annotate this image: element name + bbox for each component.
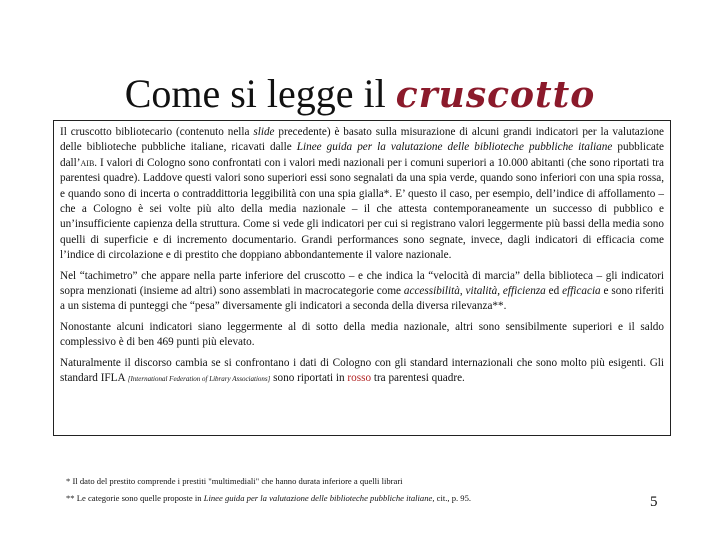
- text: Nonostante alcuni indicatori siano leggermente al di sotto della media nazionale, altri sono sensibilmente superiori e il saldo complessivo è di ben 469 punti più elevato.: [60, 320, 664, 349]
- paragraph-1: [60, 125, 664, 264]
- text: sono riportati in: [270, 372, 348, 385]
- text-italic: efficienza: [502, 285, 546, 298]
- text-italic: Linee guida per la valutazione delle biblioteche pubbliche italiane: [296, 141, 613, 154]
- text: pubblicate dall’: [60, 141, 664, 169]
- text-italic: Linee guida per la valutazione delle biblioteche pubbliche italiane: [203, 493, 433, 503]
- title-text: Come si legge il: [124, 71, 396, 116]
- text-italic: efficacia: [562, 285, 601, 298]
- paragraph-2: [60, 269, 664, 315]
- slide-title: [0, 70, 720, 119]
- text: . I valori di Cologno sono confrontati con i valori medi nazionali per i comuni superiori a 10.000 abitanti (che sono riportati tra parentesi quadre). Laddove questi valori sono superiori essi sono segnalati da una spia verde, quando sono inferiori con una spia rossa, e quando sono di incerta o contraddittoria leggibilità con una spia gialla*. E’ questo il caso, per esempio, dell’indice di affollamento – che a Cologno è sei volte più alto della media nazionale – il che attesta contemporaneamente un successo di pubblico e un’insufficiente capienza della struttura. Come si vede gli indicatori per cui si registrano valori leggermente più bassi della media sono quelli di superficie e di incremento documentario. Grandi performances sono segnate, invece, dagli indicatori di efficacia come l’indice di circolazione e di prestito che doppiano abbondantemente il valore nazionale.: [60, 156, 664, 262]
- paragraph-3: [60, 320, 664, 351]
- text: tra parentesi quadre.: [371, 372, 465, 385]
- text: ** Le categorie sono quelle proposte in: [66, 493, 204, 503]
- text-red: rosso: [347, 372, 372, 385]
- page-number: 5: [650, 494, 658, 510]
- text-small-italic: [International Federation of Library Associations]: [127, 375, 271, 384]
- text-box: [53, 120, 671, 436]
- text-italic: accessibilità: [403, 285, 460, 298]
- footnote-1: * Il dato del prestito comprende i prestiti "multimediali" che hanno durata inferiore a quelli librari: [66, 476, 403, 486]
- text: Nel “tachimetro” che appare nella parte inferiore del cruscotto – e che indica la “velocità di marcia” della biblioteca – gli indicatori sopra menzionati (insieme ad altri) sono assemblati in macrocategorie come: [60, 269, 664, 298]
- text: Naturalmente il discorso cambia se si confrontano i dati di Cologno con gli standard internazionali che sono molto più esigenti. Gli standard IFLA: [60, 356, 664, 385]
- text: precedente) è basato sulla misurazione di alcuni grandi indicatori per la valutazione delle biblioteche pubbliche italiane, ricavati dalle: [60, 126, 664, 154]
- text-italic: slide: [253, 126, 275, 138]
- paragraph-4: [60, 356, 664, 388]
- text-smallcaps: AIB: [80, 158, 95, 168]
- text-italic: vitalità: [465, 285, 498, 298]
- title-accent: cruscotto: [395, 74, 596, 116]
- text: e sono riferiti a un sistema di punteggi che “pesa” diversamente gli indicatori a seconda della diversa rilevanza**.: [60, 285, 664, 313]
- text: ed: [545, 285, 563, 298]
- footnote-2: [66, 493, 471, 503]
- text: ,: [497, 285, 503, 298]
- text: ,: [459, 285, 466, 298]
- text: Il cruscotto bibliotecario (contenuto nella: [60, 126, 254, 138]
- text: , cit., p. 95.: [432, 493, 472, 503]
